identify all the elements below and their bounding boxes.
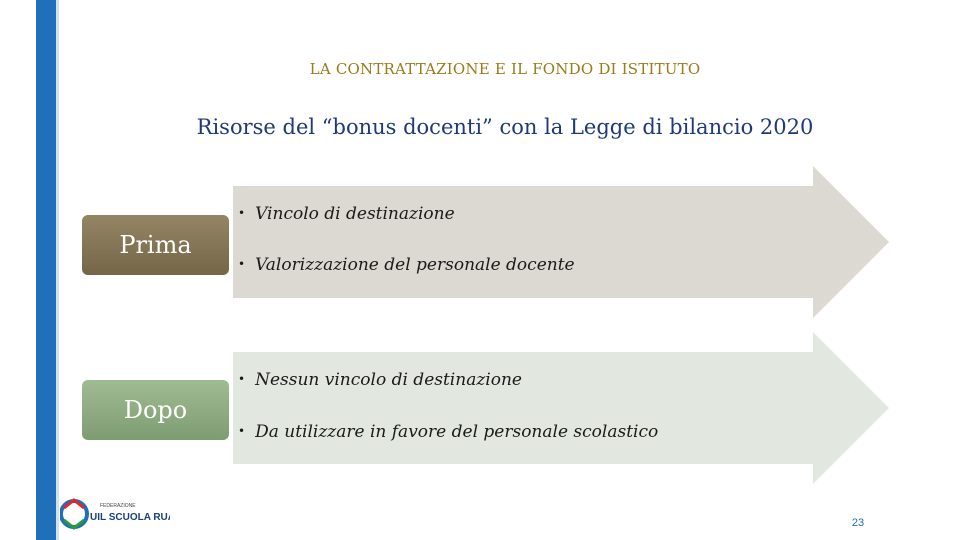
- dopo-bullet-item: • Da utilizzare in favore del personale scolastico: [238, 422, 659, 442]
- bullet-dot-icon: •: [238, 424, 246, 438]
- left-accent-bar: [36, 0, 56, 540]
- dopo-label-box: Dopo: [82, 380, 229, 440]
- prima-bullet-item: • Valorizzazione del personale docente: [238, 255, 575, 275]
- prima-bullet-item: • Vincolo di destinazione: [238, 204, 455, 224]
- bullet-dot-icon: •: [238, 206, 246, 220]
- uil-scuola-rua-logo: [60, 494, 170, 534]
- svg-text:FEDERAZIONE: FEDERAZIONE: [100, 503, 136, 509]
- bullet-dot-icon: •: [238, 257, 246, 271]
- arrow-shape-prima: [233, 166, 893, 318]
- page-number: 23: [851, 517, 865, 529]
- svg-text:UIL SCUOLA RUA: UIL SCUOLA RUA: [90, 512, 170, 523]
- dopo-bullet-item: • Nessun vincolo di destinazione: [238, 370, 522, 390]
- slide-header-title: LA CONTRATTAZIONE E IL FONDO DI ISTITUTO: [309, 60, 701, 78]
- prima-label-box: Prima: [82, 215, 229, 275]
- arrow-shape-dopo: [233, 332, 893, 484]
- slide-subtitle: Risorse del “bonus docenti” con la Legge di bilancio 2020: [196, 115, 814, 139]
- bullet-dot-icon: •: [238, 372, 246, 386]
- left-accent-stripe: [56, 0, 59, 540]
